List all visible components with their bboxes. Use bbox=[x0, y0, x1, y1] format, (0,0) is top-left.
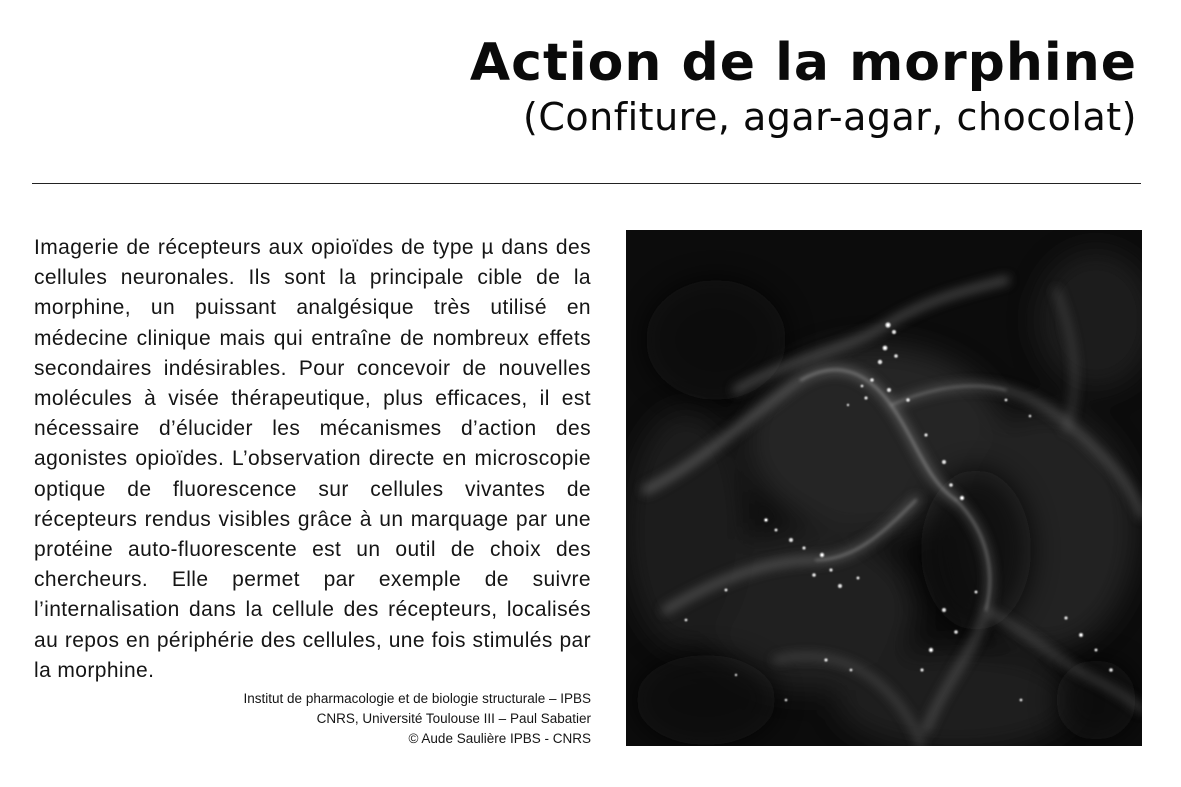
credits bbox=[34, 689, 591, 749]
micrograph-image bbox=[626, 230, 1142, 746]
fluorescence-micrograph bbox=[626, 230, 1142, 746]
page-title: Action de la morphine bbox=[469, 33, 1137, 93]
credit-institute: Institut de pharmacologie et de biologie structurale – IPBS bbox=[243, 691, 591, 706]
header bbox=[470, 32, 1137, 140]
header-divider bbox=[32, 183, 1141, 184]
credit-university: CNRS, Université Toulouse III – Paul Sabatier bbox=[316, 711, 591, 726]
description-paragraph: Imagerie de récepteurs aux opioïdes de type µ dans des cellules neuronales. Ils sont la principale cible de la morphine, un puissant analgésique très utilisé en médecine clinique mais qui entraîne de nombreux effets secondaires indésirables. Pour concevoir de nouvelles molécules à visée thérapeutique, plus efficaces, il est nécessaire d’élucider les mécanismes d’action des agonistes opioïdes. L’observation directe en microscopie optique de fluorescence sur cellules vivantes de récepteurs rendus visibles grâce à un marquage par une protéine auto-fluorescente est un outil de choix des chercheurs. Elle permet par exemple de suivre l’internalisation dans la cellule des récepteurs, localisés au repos en périphérie des cellules, une fois stimulés par la morphine. bbox=[34, 236, 591, 682]
credit-copyright: © Aude Saulière IPBS - CNRS bbox=[408, 731, 591, 746]
page-subtitle: (Confiture, agar-agar, chocolat) bbox=[523, 95, 1137, 139]
